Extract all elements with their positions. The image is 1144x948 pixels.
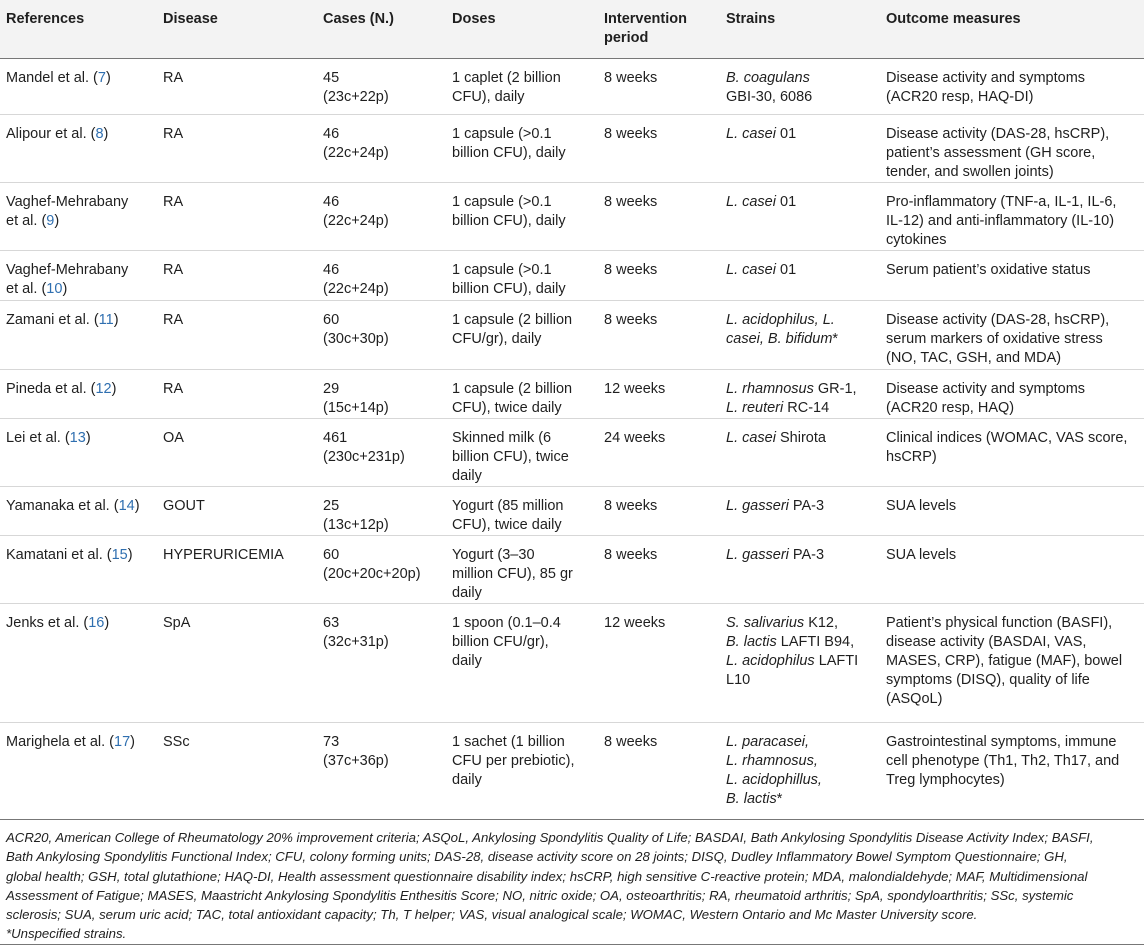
header-disease: Disease — [163, 0, 323, 58]
period-cell: 8 weeks — [604, 546, 658, 563]
reference-cell: Mandel et al. (7) — [6, 69, 111, 86]
period-cell: 8 weeks — [604, 261, 658, 278]
disease-cell: GOUT — [163, 497, 205, 514]
outcome-cell: Disease activity (DAS-28, hsCRP), serum markers of oxidative stress (NO, TAC, GSH, and MDA) — [886, 311, 1110, 366]
reference-cell: Lei et al. (13) — [6, 429, 91, 446]
table-row — [0, 486, 1144, 535]
table-row — [0, 182, 1144, 250]
outcome-cell: Gastrointestinal symptoms, immune cell phenotype (Th1, Th2, Th17, and Treg lymphocytes) — [886, 733, 1120, 788]
reference-link[interactable]: 8 — [95, 125, 104, 142]
header-references: References — [0, 0, 163, 58]
reference-link[interactable]: 17 — [114, 733, 131, 750]
strains-cell: S. salivarius K12, B. lactis LAFTI B94, L. acidophilus LAFTI L10 — [726, 614, 859, 688]
strains-cell: L. gasseri PA-3 — [726, 497, 825, 514]
strains-cell: L. rhamnosus GR-1, L. reuteri RC-14 — [726, 380, 857, 416]
disease-cell: RA — [163, 193, 184, 210]
doses-cell: 1 capsule (>0.1 billion CFU), daily — [452, 125, 566, 161]
table-row — [0, 369, 1144, 418]
period-cell: 8 weeks — [604, 125, 658, 142]
reference-link[interactable]: 16 — [88, 614, 105, 631]
doses-cell: 1 sachet (1 billion CFU per prebiotic), daily — [452, 733, 575, 788]
disease-cell: RA — [163, 311, 184, 328]
disease-cell: SpA — [163, 614, 191, 631]
disease-cell: OA — [163, 429, 184, 446]
outcome-cell: Disease activity and symptoms (ACR20 resp, HAQ) — [886, 380, 1086, 416]
reference-cell: Pineda et al. (12) — [6, 380, 117, 397]
strains-cell: L. acidophilus, L. casei, B. bifidum* — [726, 311, 839, 347]
table-row — [0, 58, 1144, 114]
outcome-cell: Disease activity (DAS-28, hsCRP), patient’s assessment (GH score, tender, and swollen joints) — [886, 125, 1110, 180]
reference-link[interactable]: 12 — [95, 380, 112, 397]
cases-cell: 73 (37c+36p) — [323, 733, 389, 769]
footnote-asterisk: *Unspecified strains. — [6, 926, 127, 942]
strains-cell: L. paracasei, L. rhamnosus, L. acidophillus, B. lactis* — [726, 733, 822, 807]
table-row — [0, 603, 1144, 722]
table-footnote — [6, 828, 1136, 944]
header-outcome-measures: Outcome measures — [886, 0, 1144, 58]
outcome-cell: Pro-inflammatory (TNF-a, IL-1, IL-6, IL-12) and anti-inflammatory (IL-10) cytokines — [886, 193, 1117, 248]
cases-cell: 60 (30c+30p) — [323, 311, 389, 347]
strains-cell: L. casei 01 — [726, 261, 797, 278]
table-header-row — [0, 0, 1144, 58]
reference-cell: Marighela et al. (17) — [6, 733, 135, 750]
doses-cell: Yogurt (3–30 million CFU), 85 gr daily — [452, 546, 573, 601]
header-intervention-period: Intervention period — [604, 0, 726, 58]
bottom-rule — [0, 944, 1144, 945]
period-cell: 24 weeks — [604, 429, 666, 446]
disease-cell: RA — [163, 261, 184, 278]
table-row — [0, 535, 1144, 603]
table-row — [0, 418, 1144, 486]
table-row — [0, 250, 1144, 300]
reference-link[interactable]: 11 — [98, 311, 114, 328]
period-cell: 12 weeks — [604, 380, 666, 397]
period-cell: 8 weeks — [604, 69, 658, 86]
cases-cell: 461 (230c+231p) — [323, 429, 405, 465]
reference-cell: Vaghef-Mehrabany et al. (10) — [6, 261, 129, 297]
outcome-cell: Disease activity and symptoms (ACR20 resp, HAQ-DI) — [886, 69, 1086, 105]
disease-cell: RA — [163, 69, 184, 86]
cases-cell: 46 (22c+24p) — [323, 261, 389, 297]
doses-cell: 1 caplet (2 billion CFU), daily — [452, 69, 561, 105]
table-row — [0, 300, 1144, 369]
cases-cell: 45 (23c+22p) — [323, 69, 389, 105]
reference-cell: Vaghef-Mehrabany et al. (9) — [6, 193, 129, 229]
reference-link[interactable]: 14 — [118, 497, 135, 514]
doses-cell: 1 capsule (>0.1 billion CFU), daily — [452, 193, 566, 229]
period-cell: 12 weeks — [604, 614, 666, 631]
doses-cell: Yogurt (85 million CFU), twice daily — [452, 497, 564, 533]
table-row — [0, 722, 1144, 819]
disease-cell: HYPERURICEMIA — [163, 546, 284, 563]
cases-cell: 60 (20c+20c+20p) — [323, 546, 421, 582]
strains-cell: L. casei 01 — [726, 193, 797, 210]
outcome-cell: Patient’s physical function (BASFI), disease activity (BASDAI, VAS, MASES, CRP), fatigue (MAF), bowel symptoms (DISQ), quality of life (ASQoL) — [886, 614, 1123, 707]
reference-cell: Alipour et al. (8) — [6, 125, 109, 142]
period-cell: 8 weeks — [604, 193, 658, 210]
doses-cell: 1 capsule (2 billion CFU/gr), daily — [452, 311, 573, 347]
cases-cell: 29 (15c+14p) — [323, 380, 389, 416]
table-row — [0, 114, 1144, 182]
cases-cell: 25 (13c+12p) — [323, 497, 389, 533]
strains-cell: L. casei Shirota — [726, 429, 826, 446]
doses-cell: 1 spoon (0.1–0.4 billion CFU/gr), daily — [452, 614, 561, 669]
disease-cell: SSc — [163, 733, 190, 750]
reference-cell: Zamani et al. (11) — [6, 311, 119, 328]
doses-cell: 1 capsule (>0.1 billion CFU), daily — [452, 261, 566, 297]
table-body — [0, 58, 1144, 819]
strains-cell: B. coagulans GBI-30, 6086 — [726, 69, 813, 105]
header-strains: Strains — [726, 0, 886, 58]
reference-link[interactable]: 15 — [111, 546, 128, 563]
outcome-cell: Serum patient’s oxidative status — [886, 261, 1091, 278]
outcome-cell: SUA levels — [886, 497, 957, 514]
reference-cell: Yamanaka et al. (14) — [6, 497, 140, 514]
period-cell: 8 weeks — [604, 497, 658, 514]
doses-cell: Skinned milk (6 billion CFU), twice daily — [452, 429, 569, 484]
reference-link[interactable]: 7 — [97, 69, 106, 86]
cases-cell: 63 (32c+31p) — [323, 614, 389, 650]
outcome-cell: Clinical indices (WOMAC, VAS score, hsCRP) — [886, 429, 1128, 465]
disease-cell: RA — [163, 125, 184, 142]
reference-cell: Jenks et al. (16) — [6, 614, 110, 631]
header-doses: Doses — [452, 0, 604, 58]
cases-cell: 46 (22c+24p) — [323, 125, 389, 161]
reference-link[interactable]: 10 — [46, 280, 63, 297]
footnote-abbreviations: ACR20, American College of Rheumatology 20% improvement criteria; ASQoL, Ankylosing Spondylitis Quality of Life; BASDAI, Bath Ankylosing Spondylitis Disease Activity Index; BASFI, Bath Ankylosing Spondylitis Functional Index; CFU, colony forming units; DAS-28, disease activity score on 28 joints; DISQ, Dudley Inflammatory Bowel Symptom Questionnaire; GH, global health; GSH, total glutathione; HAQ-DI, Health assessment questionnaire disability index; hsCRP, high sensitive C-reactive protein; MDA, malondialdehyde; MAF, Multidimensional Assessment of Fatigue; MASES, Maastricht Ankylosing Spondylitis Enthesitis Score; NO, nitric oxide; OA, osteoarthritis; RA, rheumatoid arthritis; SpA, spondyloarthritis; SSc, systemic sclerosis; SUA, serum uric acid; TAC, total antioxidant capacity; Th, T helper; VAS, visual analogical scale; WOMAC, Western Ontario and Mc Master University score. — [6, 830, 1094, 923]
outcome-cell: SUA levels — [886, 546, 957, 563]
reference-link[interactable]: 13 — [69, 429, 86, 446]
reference-cell: Kamatani et al. (15) — [6, 546, 133, 563]
period-cell: 8 weeks — [604, 733, 658, 750]
header-cases: Cases (N.) — [323, 0, 452, 58]
reference-link[interactable]: 9 — [46, 212, 55, 229]
cases-cell: 46 (22c+24p) — [323, 193, 389, 229]
period-cell: 8 weeks — [604, 311, 658, 328]
doses-cell: 1 capsule (2 billion CFU), twice daily — [452, 380, 573, 416]
disease-cell: RA — [163, 380, 184, 397]
strains-cell: L. casei 01 — [726, 125, 797, 142]
strains-cell: L. gasseri PA-3 — [726, 546, 825, 563]
